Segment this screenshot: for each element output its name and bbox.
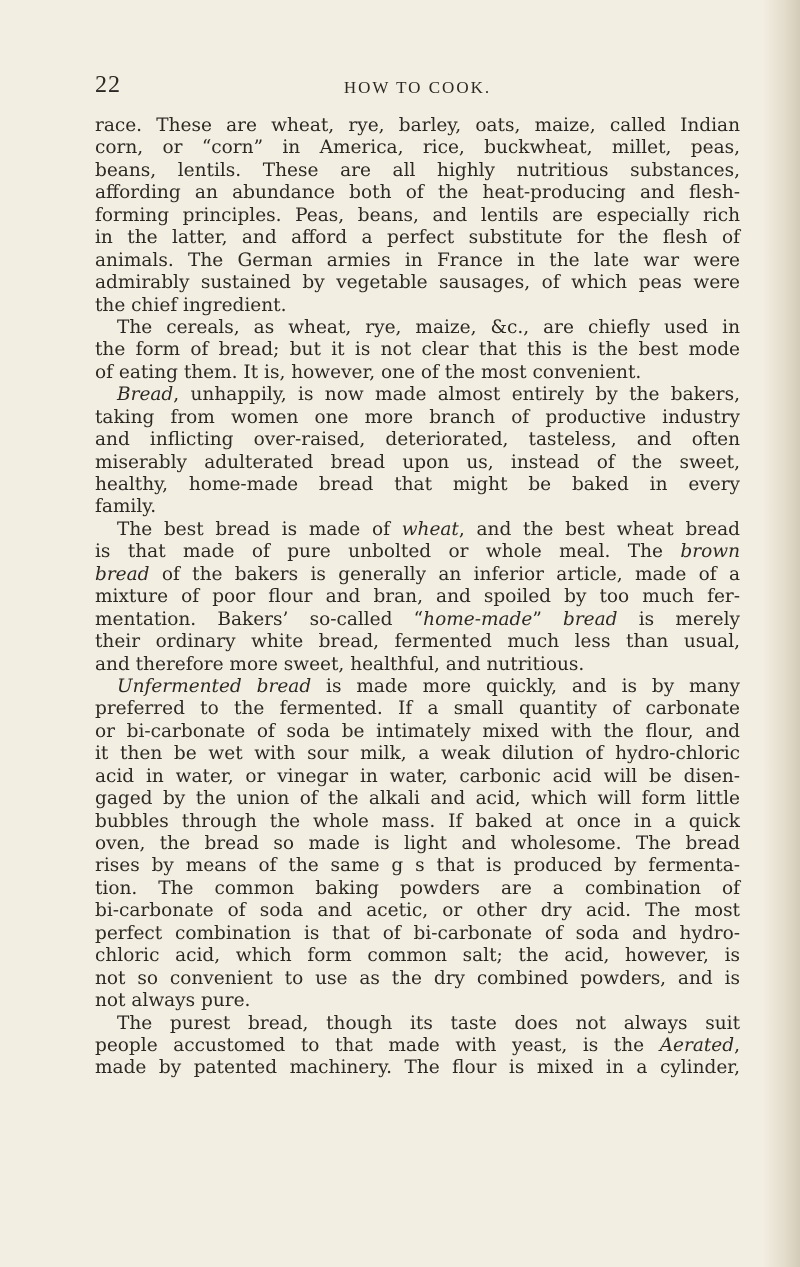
text-line: bi-carbonate of soda and acetic, or other dry acid. The most: [95, 900, 740, 922]
italic-term: Aerated: [659, 1034, 735, 1056]
text-line: or bi-carbonate of soda be intimately mixed with the flour, and: [95, 720, 740, 742]
text-line: beans, lentils. These are all highly nutritious substances,: [95, 159, 740, 181]
text-line: bubbles through the whole mass. If baked at once in a quick: [95, 810, 740, 832]
text-line: The purest bread, though its taste does not always suit: [117, 1012, 740, 1034]
text-line: it then be wet with sour milk, a weak dilution of hydro-chloric: [95, 743, 740, 765]
text-line: animals. The German armies in France in the late war were: [95, 249, 740, 271]
text-line: acid in water, or vinegar in water, carbonic acid will be disen-: [95, 765, 740, 787]
text-line: their ordinary white bread, fermented much less than usual,: [95, 631, 740, 653]
italic-term: bread: [563, 608, 618, 630]
text-line: not always pure.: [95, 990, 251, 1012]
text-line-with-italic: Unfermented bread is made more quickly, and is by many: [117, 675, 740, 697]
text-line: healthy, home-made bread that might be baked in every: [95, 474, 740, 495]
text-line: mixture of poor flour and bran, and spoiled by too much fer-: [95, 586, 740, 608]
text-line: gaged by the union of the alkali and acid, which will form little: [95, 788, 740, 810]
text-line-with-italic: is that made of pure unbolted or whole meal. The brown: [95, 541, 740, 563]
italic-term: brown: [680, 541, 740, 563]
text-line-with-italic: bread of the bakers is generally an inferior article, made of a: [95, 563, 740, 585]
text-line: the form of bread; but it is not clear that this is the best mode: [95, 339, 740, 361]
text-line: the chief ingredient.: [95, 294, 287, 316]
text-line: and therefore more sweet, healthful, and nutritious.: [95, 653, 585, 675]
italic-term: bread: [95, 563, 150, 585]
body-text: [95, 115, 740, 1080]
text-line-with-italic: mentation. Bakers’ so-called “home-made” bread is merely: [95, 608, 740, 630]
text-line: miserably adulterated bread upon us, instead of the sweet,: [95, 451, 740, 473]
text-line: forming principles. Peas, beans, and lentils are especially rich: [95, 204, 740, 226]
text-line: The cereals, as wheat, rye, maize, &c., are chiefly used in: [117, 316, 740, 338]
text-line: tion. The common baking powders are a combination of: [95, 877, 740, 899]
text-line: made by patented machinery. The flour is mixed in a cylinder,: [95, 1057, 740, 1079]
text-line: of eating them. It is, however, one of the most convenient.: [95, 361, 642, 383]
text-line: not so convenient to use as the dry combined powders, and is: [95, 967, 740, 989]
text-line: in the latter, and afford a perfect substitute for the flesh of: [95, 227, 740, 249]
text-line: and inflicting over-raised, deteriorated, tasteless, and often: [95, 429, 740, 451]
text-line-with-italic: people accustomed to that made with yeast, is the Aerated,: [95, 1034, 740, 1056]
text-line: chloric acid, which form common salt; the acid, however, is: [95, 945, 740, 967]
text-line-with-italic: The best bread is made of wheat, and the best wheat bread: [117, 518, 740, 540]
italic-term: Bread: [117, 384, 174, 406]
text-line-with-italic: [95, 384, 740, 406]
text-line: taking from women one more branch of productive industry: [95, 406, 740, 428]
text-line: oven, the bread so made is light and wholesome. The bread: [95, 833, 740, 854]
text-line: rises by means of the same g s that is produced by fermenta-: [95, 855, 740, 877]
text-line: corn, or “corn” in America, rice, buckwheat, millet, peas,: [95, 137, 740, 159]
text-line: family.: [95, 496, 157, 518]
italic-term: Unfermented bread: [117, 675, 312, 697]
page-number: 22: [95, 72, 121, 98]
text-line: race. These are wheat, rye, barley, oats, maize, called Indian: [95, 115, 740, 136]
text-line: affording an abundance both of the heat-producing and flesh-: [95, 182, 740, 204]
text-line: admirably sustained by vegetable sausages, of which peas were: [95, 272, 740, 294]
text-fragment: , unhappily, is now made almost entirely by the bakers,: [173, 384, 740, 406]
text-line: perfect combination is that of bi-carbonate of soda and hydro-: [95, 922, 740, 944]
italic-term: wheat: [401, 518, 459, 540]
italic-term: home-made: [423, 608, 533, 630]
text-line: preferred to the fermented. If a small quantity of carbonate: [95, 698, 740, 720]
page-header: [95, 72, 740, 106]
running-head: HOW TO COOK.: [343, 78, 492, 97]
